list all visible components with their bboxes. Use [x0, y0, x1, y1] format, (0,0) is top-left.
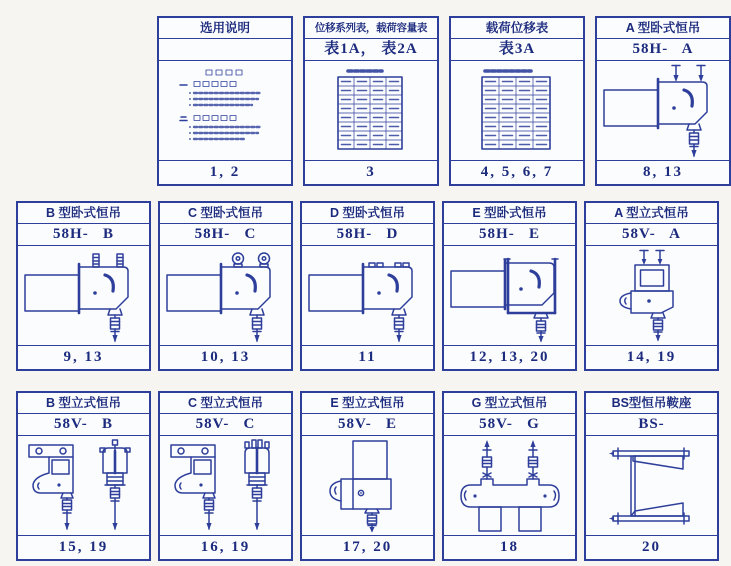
cell-load-displacement-table	[449, 16, 585, 186]
cell-art	[18, 246, 149, 345]
cell-title: C 型卧式恒吊	[160, 203, 291, 224]
cell-page-numbers: 14, 19	[586, 345, 717, 369]
cell-page-numbers: 16, 19	[160, 535, 291, 559]
cell-code-band: 表1A， 表2A	[305, 39, 437, 61]
cell-code-band: BS-	[586, 414, 717, 436]
cell-art	[160, 436, 291, 535]
cell-selection-notes	[157, 16, 293, 186]
cell-displacement-series-table	[303, 16, 439, 186]
cell-code-band	[159, 39, 291, 61]
cell-title: 选用说明	[159, 18, 291, 39]
cell-page-numbers: 18	[444, 535, 575, 559]
bs-saddle-drawing	[587, 439, 717, 533]
cell-page-numbers: 1, 2	[159, 160, 291, 184]
cell-title: A 型立式恒吊	[586, 203, 717, 224]
cell-art	[444, 436, 575, 535]
cell-title: B 型立式恒吊	[18, 393, 149, 414]
cell-code-band: 58H- E	[444, 224, 575, 246]
cell-title: G 型立式恒吊	[444, 393, 575, 414]
cell-code-band: 58V- G	[444, 414, 575, 436]
cell-page-numbers: 20	[586, 535, 717, 559]
type-g-vertical-hanger-drawing	[445, 439, 575, 533]
cell-type-a-vertical	[584, 201, 719, 371]
cell-title: E 型卧式恒吊	[444, 203, 575, 224]
cell-art	[305, 61, 437, 160]
cell-code-band: 58H- D	[302, 224, 433, 246]
cell-title: 载荷位移表	[451, 18, 583, 39]
cell-type-a-horizontal	[595, 16, 731, 186]
cell-code-band: 58V- E	[302, 414, 433, 436]
cell-title: BS型恒吊鞍座	[586, 393, 717, 414]
cell-title: D 型卧式恒吊	[302, 203, 433, 224]
cell-page-numbers: 11	[302, 345, 433, 369]
cell-type-c-vertical	[158, 391, 293, 561]
cell-code-band: 表3A	[451, 39, 583, 61]
cell-art	[160, 246, 291, 345]
cell-art	[302, 436, 433, 535]
cell-page-numbers: 15, 19	[18, 535, 149, 559]
catalog-row-1	[157, 16, 731, 186]
cell-code-band: 58V- C	[160, 414, 291, 436]
cell-art	[159, 61, 291, 160]
cell-type-b-horizontal	[16, 201, 151, 371]
mini-table-drawing	[452, 64, 582, 158]
cell-type-c-horizontal	[158, 201, 293, 371]
catalog-row-3	[16, 391, 719, 561]
type-e-vertical-hanger-drawing	[303, 439, 433, 533]
cell-title: B 型卧式恒吊	[18, 203, 149, 224]
cell-art	[597, 61, 729, 160]
catalog-row-2	[16, 201, 719, 371]
type-c-vertical-hanger-drawing	[161, 439, 291, 533]
cell-page-numbers: 17, 20	[302, 535, 433, 559]
cell-title: 位移系列表，载荷容量表	[305, 18, 437, 39]
cell-page-numbers: 12, 13, 20	[444, 345, 575, 369]
type-c-horizontal-hanger-drawing	[161, 249, 291, 343]
cell-bs-saddle	[584, 391, 719, 561]
cell-code-band: 58V- A	[586, 224, 717, 246]
cell-code-band: 58V- B	[18, 414, 149, 436]
cell-art	[586, 246, 717, 345]
cell-art	[586, 436, 717, 535]
cell-page-numbers: 3	[305, 160, 437, 184]
cell-type-e-horizontal	[442, 201, 577, 371]
cell-type-g-vertical	[442, 391, 577, 561]
cell-type-e-vertical	[300, 391, 435, 561]
cell-art	[302, 246, 433, 345]
cell-code-band: 58H- C	[160, 224, 291, 246]
cell-page-numbers: 10, 13	[160, 345, 291, 369]
cell-title: E 型立式恒吊	[302, 393, 433, 414]
cell-type-b-vertical	[16, 391, 151, 561]
cell-art	[451, 61, 583, 160]
cell-page-numbers: 4, 5, 6, 7	[451, 160, 583, 184]
type-e-horizontal-hanger-drawing	[445, 249, 575, 343]
selection-notes-drawing	[160, 64, 290, 158]
type-a-vertical-hanger-drawing	[587, 249, 717, 343]
type-a-horizontal-hanger-drawing	[598, 64, 728, 158]
type-d-horizontal-hanger-drawing	[303, 249, 433, 343]
type-b-vertical-hanger-drawing	[19, 439, 149, 533]
cell-code-band: 58H- B	[18, 224, 149, 246]
cell-art	[18, 436, 149, 535]
cell-type-d-horizontal	[300, 201, 435, 371]
cell-title: C 型立式恒吊	[160, 393, 291, 414]
type-b-horizontal-hanger-drawing	[19, 249, 149, 343]
mini-table-drawing	[306, 64, 436, 158]
cell-title: A 型卧式恒吊	[597, 18, 729, 39]
cell-page-numbers: 8, 13	[597, 160, 729, 184]
cell-code-band: 58H- A	[597, 39, 729, 61]
cell-art	[444, 246, 575, 345]
cell-page-numbers: 9, 13	[18, 345, 149, 369]
